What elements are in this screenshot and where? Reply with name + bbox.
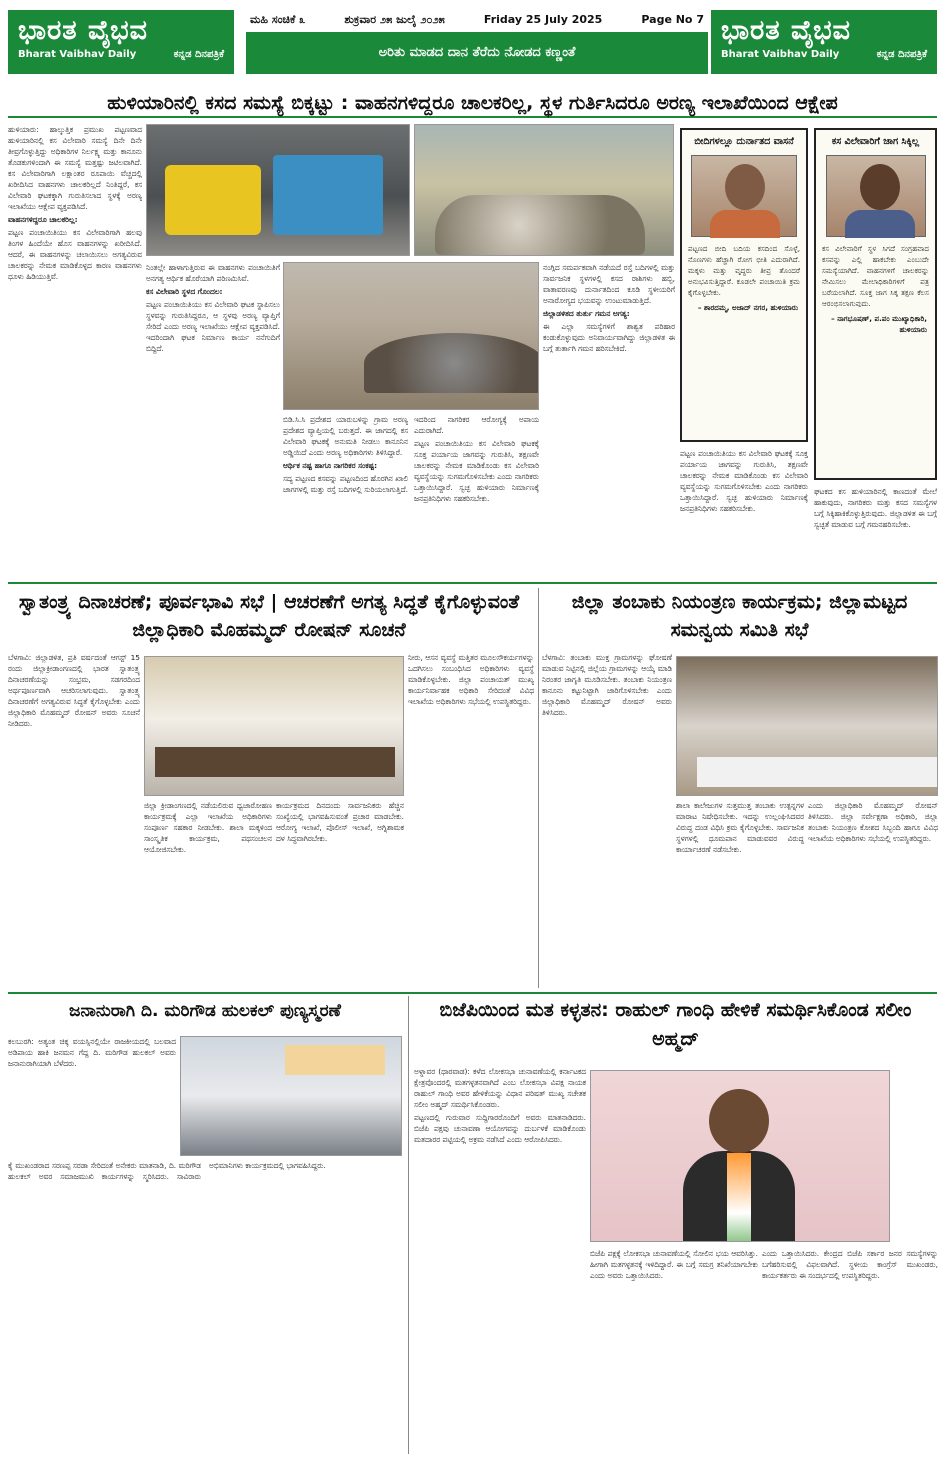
logo-left — [8, 10, 234, 74]
story3-column-2 — [676, 800, 804, 988]
story1-column-5 — [680, 448, 808, 580]
column-divider-1 — [538, 588, 539, 988]
story1-subhead-1: ವಾಹನಗಳಿದ್ದರೂ ಚಾಲಕರಿಲ್ಲ: — [8, 215, 78, 224]
story1-col4b-text: ಈ ಎಲ್ಲಾ ಸಮಸ್ಯೆಗಳಿಗೆ ಶಾಶ್ವತ ಪರಿಹಾರ ಕಂಡುಕೊಳ್ಳುವುದು ಅನಿವಾರ್ಯವಾಗಿದ್ದು ಜಿಲ್ಲಾಡಳಿತ ಈ ಬಗ್ಗೆ ತುರ್ತಾಗಿ ಗಮನ ಹರಿಸಬೇಕಿದೆ. — [543, 322, 675, 353]
story2-col3-text: ಕಾರ್ಯಕ್ರಮದ ದಿನದಂದು ಸಾರ್ವಜನಿಕರು ಹೆಚ್ಚಿನ ಸಂಖ್ಯೆಯಲ್ಲಿ ಭಾಗವಹಿಸುವಂತೆ ಪ್ರಚಾರ ಮಾಡಬೇಕು. ಆರೋಗ್ಯ ಇಲಾಖೆ, ಪೊಲೀಸ್ ಇಲಾಖೆ, ಅಗ್ನಿಶಾಮಕ ದಳ ಸಿದ್ಧವಾಗಿರಬೇಕು. — [276, 801, 404, 843]
quote-box-2-signature: – ನಾಗಭೂಷಣ್, ಪ.ಪಂ ಮುಖ್ಯಾಧಿಕಾರಿ, ಹುಳಿಯಾರು — [831, 314, 927, 334]
story5-col1b-text: ಪಟ್ಟಣದಲ್ಲಿ ಗುರುವಾರ ಸುದ್ದಿಗಾರರೊಂದಿಗೆ ಅವರು ಮಾತನಾಡಿದರು. ಬಿಜೆಪಿ ಪಕ್ಷವು ಚುನಾವಣಾ ಆಯೋಗವನ್ನು ದುರ್ಬಳಕೆ ಮಾಡಿಕೊಂಡು ಮತದಾರರ ಪಟ್ಟಿಯಲ್ಲಿ ಅಕ್ರಮ ನಡೆಸಿದೆ ಎಂದು ಆರೋಪಿಸಿದರು. — [414, 1113, 586, 1144]
independence-day-meeting-photo — [144, 656, 404, 796]
story1-right-continuation: ಘಟಕದ ಕಸ ಹುಳಿಯಾರಿನಲ್ಲಿ ಕಾಣದಂತೆ ಮೇಲೆ ಹಾಕುವುದು, ನಾಗರಿಕರು ಮತ್ತು ಕಸದ ಸಮಸ್ಯೆಗಳ ಬಗ್ಗೆ ಸಿಕ್ಕಿಹಾಕಿಕೊಳ್ಳುತ್ತಿರುವುದು. ಜಿಲ್ಲಾಡಳಿತ ಈ ಬಗ್ಗೆ ಸ್ವಚ್ಛತೆ ಮಾಡುವ ಬಗ್ಗೆ ಗಮನಹರಿಸಬೇಕು. — [814, 487, 937, 529]
story2-col4-text: ನೀರು, ಆಸನ ವ್ಯವಸ್ಥೆ ಮತ್ತಿತರ ಮೂಲಸೌಕರ್ಯಗಳನ್ನು ಒದಗಿಸಲು ಸಂಬಂಧಿಸಿದ ಅಧಿಕಾರಿಗಳು ವ್ಯವಸ್ಥೆ ಮಾಡಿಕೊಳ್ಳಬೇಕು. ಜಿಲ್ಲಾ ಪಂಚಾಯತ್ ಮುಖ್ಯ ಕಾರ್ಯನಿರ್ವಾಹಕ ಅಧಿಕಾರಿ ಸೇರಿದಂತೆ ವಿವಿಧ ಇಲಾಖೆಯ ಅಧಿಕಾರಿಗಳು ಸಭೆಯಲ್ಲಿ ಉಪಸ್ಥಿತರಿದ್ದರು. — [408, 653, 534, 706]
story1-col2b-text: ಪಟ್ಟಣ ಪಂಚಾಯಿತಿಯು ಕಸ ವಿಲೇವಾರಿ ಘಟಕ ಸ್ಥಾಪಿಸಲು ಸ್ಥಳವನ್ನು ಗುರುತಿಸಿದ್ದರೂ, ಆ ಸ್ಥಳವು ಅರಣ್ಯ ವ್ಯಾಪ್ತಿಗೆ ಸೇರಿದೆ ಎಂದು ಅರಣ್ಯ ಇಲಾಖೆಯು ಆಕ್ಷೇಪ ವ್ಯಕ್ತಪಡಿಸಿದೆ. ಇದರಿಂದಾಗಿ ಘಟಕ ನಿರ್ಮಾಣ ಕಾರ್ಯ ನನೆಗುದಿಗೆ ಬಿದ್ದಿದೆ. — [146, 300, 280, 353]
logo-right — [711, 10, 937, 74]
logo-sub-en-right: Bharat Vaibhav Daily — [721, 49, 840, 60]
logo-subtitle — [18, 48, 224, 62]
story5-col1-text: ಅಳ್ನಾವರ (ಧಾರವಾಡ): ಕಳೆದ ಲೋಕಸಭಾ ಚುನಾವಣೆಯಲ್ಲಿ ಕರ್ನಾಟಕದ ಕ್ಷೇತ್ರವೊಂದರಲ್ಲಿ ಮತಗಳ್ಳತನವಾಗಿದೆ ಎಂಬ ಲೋಕಸಭಾ ವಿಪಕ್ಷ ನಾಯಕ ರಾಹುಲ್ ಗಾಂಧಿ ಅವರ ಹೇಳಿಕೆಯನ್ನು ವಿಧಾನ ಪರಿಷತ್ ಮುಖ್ಯ ಸಚೇತಕ ಸಲೀಂ ಅಹ್ಮದ್ ಸಮರ್ಥಿಸಿಕೊಂಡರು. — [414, 1067, 586, 1109]
date-kannada: ಶುಕ್ರವಾರ ೨೫ ಜುಲೈ ೨೦೨೫ — [344, 13, 445, 26]
story5-column-1 — [414, 1066, 586, 1454]
story3-column-3 — [808, 800, 938, 988]
garbage-dump-photo — [414, 124, 674, 256]
date-strip — [246, 10, 708, 30]
masthead — [0, 0, 945, 84]
date-english: Friday 25 July 2025 — [483, 13, 603, 26]
logo-sub-kn-right: ಕನ್ನಡ ದಿನಪತ್ರಿಕೆ — [876, 49, 927, 60]
logo-sub-kn: ಕನ್ನಡ ದಿನಪತ್ರಿಕೆ — [173, 49, 224, 60]
party-scarf-shape — [727, 1153, 751, 1242]
story1-column-3 — [283, 414, 539, 580]
stage-banner-shape — [285, 1045, 385, 1075]
story1-subhead-2: ಕಸ ವಿಲೇವಾರಿ ಸ್ಥಳದ ಗೊಂದಲ: — [146, 287, 223, 296]
story5-column-3 — [762, 1248, 938, 1454]
logo-title: ಭಾರತ ವೈಭವ — [18, 15, 148, 46]
story2-col1-text: ಬೆಳಗಾವಿ: ಜಿಲ್ಲಾಡಳಿತ, ಪ್ರತಿ ವರ್ಷದಂತೆ ಆಗಸ್ಟ್ 15 ರಂದು ಜಿಲ್ಲಾಕ್ರೀಡಾಂಗಣದಲ್ಲಿ ಭಾರತ ಸ್ವಾತಂತ್ರ್ಯ ದಿನಾಚರಣೆಯನ್ನು ಸಂಭ್ರಮ, ಸಡಗರದಿಂದ ಅರ್ಥಪೂರ್ಣವಾಗಿ ಆಚರಿಸಲಾಗುವುದು. ಸ್ವಾತಂತ್ರ್ಯ ದಿನಾಚರಣೆಗೆ ಅಗತ್ಯವಿರುವ ಸಿದ್ಧತೆ ಕೈಗೊಳ್ಳಬೇಕು ಎಂದು ಜಿಲ್ಲಾಧಿಕಾರಿ ಮೊಹಮ್ಮದ್ ರೋಷನ್ ಅವರು ಸೂಚನೆ ನೀಡಿದರು. — [8, 653, 140, 728]
story5-col3-text: ಎಂದು ಒತ್ತಾಯಿಸಿದರು. ಕೇಂದ್ರದ ಬಿಜೆಪಿ ಸರ್ಕಾರ ಜನರ ಸಮಸ್ಯೆಗಳನ್ನು ಬಗೆಹರಿಸುವಲ್ಲಿ ವಿಫಲವಾಗಿದೆ. ಸ್ಥಳೀಯ ಕಾಂಗ್ರೆಸ್ ಮುಖಂಡರು, ಕಾರ್ಯಕರ್ತರು ಈ ಸಂದರ್ಭದಲ್ಲಿ ಉಪಸ್ಥಿತರಿದ್ದರು. — [762, 1249, 938, 1280]
story1-column-2 — [146, 262, 280, 580]
story1-col1b-text: ಪಟ್ಟಣ ಪಂಚಾಯಿತಿಯು ಕಸ ವಿಲೇವಾರಿಗಾಗಿ ಹಲವು ತಿಂಗಳ ಹಿಂದೆಯೇ ಹೊಸ ವಾಹನಗಳನ್ನು ಖರೀದಿಸಿದೆ. ಆದರೆ, ಈ ವಾಹನಗಳನ್ನು ಚಲಾಯಿಸಲು ಅಗತ್ಯವಿರುವ ಚಾಲಕರನ್ನು ನೇಮಕ ಮಾಡಿಕೊಳ್ಳದ ಕಾರಣ ವಾಹನಗಳು ಧೂಳು ಹಿಡಿಯುತ್ತಿವೆ. — [8, 228, 142, 281]
story5-column-2 — [590, 1248, 758, 1454]
salim-ahmed-photo — [590, 1070, 890, 1242]
street-garbage-photo — [283, 262, 539, 410]
story2-column-4 — [408, 652, 534, 988]
portrait-head-shape-2 — [860, 164, 900, 210]
logo-subtitle-right — [721, 48, 927, 62]
tobacco-meeting-photo — [676, 656, 938, 796]
story4-col1-text: ಕಲಬುರಗಿ: ಅತ್ಯಂತ ಚಿಕ್ಕ ವಯಸ್ಸಿನಲ್ಲಿಯೇ ರಾಜಕೀಯದಲ್ಲಿ ಬಲವಾದ ಅಡಿಪಾಯ ಹಾಕಿ ಜನಮನ ಗೆದ್ದ ದಿ. ಮರಿಗೌಡ ಹುಲಕಲ್ ಅವರು ಜನಾನುರಾಗಿಯಾಗಿ ಬೆಳೆದರು. — [8, 1037, 176, 1068]
story4-column-2 — [8, 1160, 402, 1454]
story2-column-1 — [8, 652, 140, 988]
story2-headline: ಸ್ವಾತಂತ್ರ್ಯ ದಿನಾಚರಣೆ; ಪೂರ್ವಭಾವಿ ಸಭೆ | ಆಚರಣೆಗೆ ಅಗತ್ಯ ಸಿದ್ಧತೆ ಕೈಗೊಳ್ಳುವಂತೆ ಜಿಲ್ಲಾಧಿಕಾರಿ ಮೊಹಮ್ಮದ್ ರೋಷನ್ ಸೂಚನೆ — [18, 591, 520, 641]
portrait-head-shape — [725, 164, 765, 210]
resident-portrait — [691, 155, 797, 237]
story2-column-2 — [144, 800, 272, 988]
story2-col2-text: ಜಿಲ್ಲಾ ಕ್ರೀಡಾಂಗಣದಲ್ಲಿ ನಡೆಯಲಿರುವ ಧ್ವಜಾರೋಹಣ ಕಾರ್ಯಕ್ರಮಕ್ಕೆ ಎಲ್ಲಾ ಇಲಾಖೆಯ ಅಧಿಕಾರಿಗಳು ಸಂಪೂರ್ಣ ಸಹಕಾರ ನೀಡಬೇಕು. ಶಾಲಾ ಮಕ್ಕಳಿಂದ ಸಾಂಸ್ಕೃತಿಕ ಕಾರ್ಯಕ್ರಮ, ಪಥಸಂಚಲನ ಆಯೋಜಿಸಬೇಕು. — [144, 801, 272, 854]
garbage-heap-shape — [435, 195, 645, 255]
logo-title-right: ಭಾರತ ವೈಭವ — [721, 15, 851, 46]
page-number: Page No 7 — [641, 13, 704, 26]
story5-headline: ಬಿಜೆಪಿಯಿಂದ ಮತ ಕಳ್ಳತನ: ರಾಹುಲ್ ಗಾಂಧಿ ಹೇಳಿಕೆ ಸಮರ್ಥಿಸಿಕೊಂಡ ಸಲೀಂ ಅಹ್ಮದ್ — [439, 999, 912, 1050]
story1-col3b-text: ಸದ್ಯ ಪಟ್ಟಣದ ಕಸವನ್ನು ಪಟ್ಟಣದಿಂದ ಹೊರಗಿನ ಖಾಲಿ ಜಾಗಗಳಲ್ಲಿ ಮತ್ತು ರಸ್ತೆ ಬದಿಗಳಲ್ಲಿ ಸುರಿಯಲಾಗುತ್ತಿದೆ. ಇದರಿಂದ ನಾಗರಿಕರ ಆರೋಗ್ಯಕ್ಕೆ ಅಪಾಯ ಎದುರಾಗಿದೆ. — [283, 415, 539, 494]
story1-subhead-3: ಆರ್ಥಿಕ ನಷ್ಟ ಹಾಗೂ ನಾಗರಿಕರ ಸಂಕಷ್ಟ: — [283, 461, 378, 470]
quote-box-official — [814, 128, 937, 480]
story1-column-1 — [8, 124, 142, 580]
blue-bin-shape — [273, 155, 383, 235]
logo-sub-en: Bharat Vaibhav Daily — [18, 49, 137, 60]
quote-box-1-signature: – ಶಾರದಮ್ಮ, ಅಜಾದ್ ನಗರ, ಹುಳಿಯಾರು — [697, 303, 798, 312]
story4-col2-text: ಕೈ ಮುಖಂಡರಾದ ಸರಣಪ್ಪ ಸರಡಾ ಸೇರಿದಂತೆ ಅನೇಕರು ಮಾತನಾಡಿ, ದಿ. ಮರಿಗೌಡ ಹುಲಕಲ್ ಅವರ ಸಮಾಜಮುಖಿ ಕಾರ್ಯಗಳನ್ನು ಸ್ಮರಿಸಿದರು. ಸಾವಿರಾರು ಅಭಿಮಾನಿಗಳು ಕಾರ್ಯಕ್ರಮದಲ್ಲಿ ಭಾಗವಹಿಸಿದ್ದರು. — [8, 1161, 326, 1181]
story1-bottom-repeat: ಪಟ್ಟಣ ಪಂಚಾಯಿತಿಯು ಕಸ ವಿಲೇವಾರಿ ಘಟಕಕ್ಕೆ ಸೂಕ್ತ ಪರ್ಯಾಯ ಜಾಗವನ್ನು ಗುರುತಿಸಿ, ತಕ್ಷಣವೇ ಚಾಲಕರನ್ನು ನೇಮಕ ಮಾಡಿಕೊಂಡು ಕಸ ವಿಲೇವಾರಿ ವ್ಯವಸ್ಥೆಯನ್ನು ಸುಗಮಗೊಳಿಸಬೇಕು ಎಂದು ನಾಗರಿಕರು ಒತ್ತಾಯಿಸಿದ್ದಾರೆ. ಸ್ವಚ್ಛ ಹುಳಿಯಾರು ನಿರ್ಮಾಣಕ್ಕೆ ಜನಪ್ರತಿನಿಧಿಗಳು ಸಹಕರಿಸಬೇಕು. — [680, 449, 808, 513]
quote-box-2-text: ಕಸ ವಿಲೇವಾರಿಗೆ ಸ್ಥಳ ಸಿಗದೆ ಸಂಗ್ರಹವಾದ ಕಸವನ್ನು ಎಲ್ಲಿ ಹಾಕಬೇಕು ಎಂಬುದೇ ಸಮಸ್ಯೆಯಾಗಿದೆ. ವಾಹನಗಳಿಗೆ ಚಾಲಕರನ್ನು ನೇಮಿಸಲು ಮೇಲಾಧಿಕಾರಿಗಳಿಗೆ ಪತ್ರ ಬರೆಯಲಾಗಿದೆ. ಸೂಕ್ತ ಜಾಗ ಸಿಕ್ಕ ತಕ್ಷಣ ಕೆಲಸ ಆರಂಭಿಸಲಾಗುವುದು. — [822, 244, 929, 308]
story1-col3-text: ಬಿಡಿ.ಸಿ.ಸಿ ಪ್ರದೇಶದ ಯಾರುಬಳಿನ್ನು ಗ್ರಾಮ ಅರಣ್ಯ ಪ್ರದೇಶದ ವ್ಯಾಪ್ತಿಯಲ್ಲಿ ಬರುತ್ತದೆ. ಈ ಜಾಗದಲ್ಲಿ ಕಸ ವಿಲೇವಾರಿ ಘಟಕಕ್ಕೆ ಅನುಮತಿ ನೀಡಲು ಕಾನೂನಿನ ಅಡ್ಡಿಯಿದೆ ಎಂದು ಅರಣ್ಯ ಅಧಿಕಾರಿಗಳು ತಿಳಿಸಿದ್ದಾರೆ. — [283, 415, 408, 457]
story1-col2-text: ನಿಂತಲ್ಲೇ ಹಾಳಾಗುತ್ತಿರುವ ಈ ವಾಹನಗಳು ಪಂಚಾಯಿತಿಗೆ ಅನಗತ್ಯ ಆರ್ಥಿಕ ಹೊರೆಯಾಗಿ ಪರಿಣಮಿಸಿವೆ. — [146, 263, 280, 283]
story3-col3-text: ಎಂದು ಜಿಲ್ಲಾಧಿಕಾರಿ ಮೊಹಮ್ಮದ್ ರೋಷನ್ ತಿಳಿಸಿದರು. ಜಿಲ್ಲಾ ಸರ್ವೇಕ್ಷಣಾ ಅಧಿಕಾರಿ, ಜಿಲ್ಲಾ ತಂಬಾಕು ನಿಯಂತ್ರಣ ಕೋಶದ ಸಿಬ್ಬಂದಿ ಹಾಗೂ ವಿವಿಧ ಇಲಾಖೆಯ ಅಧಿಕಾರಿಗಳು ಸಭೆಯಲ್ಲಿ ಉಪಸ್ಥಿತರಿದ್ದರು. — [808, 801, 938, 843]
section-divider-1 — [8, 582, 937, 584]
story3-col2-text: ಶಾಲಾ ಕಾಲೇಜುಗಳ ಸುತ್ತಮುತ್ತ ತಂಬಾಕು ಉತ್ಪನ್ನಗಳ ಮಾರಾಟ ನಿಷೇಧಿಸಬೇಕು. ಇದನ್ನು ಉಲ್ಲಂಘಿಸಿದವರ ವಿರುದ್ಧ ದಂಡ ವಿಧಿಸಿ ಕ್ರಮ ಕೈಗೊಳ್ಳಬೇಕು. ಸಾರ್ವಜನಿಕ ಸ್ಥಳಗಳಲ್ಲಿ ಧೂಮಪಾನ ಮಾಡುವವರ ವಿರುದ್ಧ ಕಾರ್ಯಾಚರಣೆ ನಡೆಸಬೇಕು. — [676, 801, 804, 854]
story1-col1-text: ಹುಳಿಯಾರು: ಹಾಲ್ಕುತ್ತಿಕ ಪ್ರಮುಖ ಪಟ್ಟಣವಾದ ಹುಳಿಯಾರಿನಲ್ಲಿ ಕಸ ವಿಲೇವಾರಿ ಸಮಸ್ಯೆ ದಿನೇ ದಿನೇ ತೀವ್ರಗೊಳ್ಳುತ್ತಿದ್ದು ಅಧಿಕಾರಿಗಳ ನಿರ್ಲಕ್ಷ್ಯ ಮತ್ತು ಕಾನೂನು ತೊಡಕುಗಳಿಂದಾಗಿ ಈ ಸಮಸ್ಯೆ ಮತ್ತಷ್ಟು ಜಟಿಲವಾಗಿದೆ. ಕಸ ವಿಲೇವಾರಿಗಾಗಿ ಲಕ್ಷಾಂತರ ರೂಪಾಯಿ ವೆಚ್ಚದಲ್ಲಿ ಖರೀದಿಸಿದ ವಾಹನಗಳು ಚಾಲಕರಿಲ್ಲದೆ ನಿಂತಿದ್ದರೆ, ಕಸ ವಿಲೇವಾರಿ ಘಟಕಕ್ಕಾಗಿ ಗುರುತಿಸಲಾದ ಸ್ಥಳಕ್ಕೆ ಅರಣ್ಯ ಇಲಾಖೆಯು ಆಕ್ಷೇಪ ವ್ಯಕ್ತಪಡಿಸಿದೆ. — [8, 125, 142, 211]
story3-headline: ಜಿಲ್ಲಾ ತಂಬಾಕು ನಿಯಂತ್ರಣ ಕಾರ್ಯಕ್ರಮ; ಜಿಲ್ಲಾಮಟ್ಟದ ಸಮನ್ವಯ ಸಮಿತಿ ಸಭೆ — [571, 591, 908, 641]
section-divider-2 — [8, 992, 937, 994]
street-heap-shape — [364, 333, 539, 393]
story1-subhead-4: ಜಿಲ್ಲಾಡಳಿತದ ತುರ್ತು ಗಮನ ಅಗತ್ಯ: — [543, 309, 630, 318]
portrait-body-shape-2 — [845, 210, 915, 238]
quote-box-resident — [680, 128, 808, 442]
story3-column-1 — [542, 652, 672, 988]
leader-head-shape — [709, 1089, 769, 1153]
story2-column-3 — [276, 800, 404, 988]
yellow-truck-shape — [165, 165, 261, 235]
story3-col1-text: ಬೆಳಗಾವಿ: ತಂಬಾಕು ಮುಕ್ತ ಗ್ರಾಮಗಳನ್ನು ಘೋಷಣೆ ಮಾಡುವ ನಿಟ್ಟಿನಲ್ಲಿ ಜಿಲ್ಲೆಯ ಗ್ರಾಮಗಳನ್ನು ಆಯ್ಕೆ ಮಾಡಿ ನಿರಂತರ ಜಾಗೃತಿ ಮೂಡಿಸಬೇಕು. ತಂಬಾಕು ನಿಯಂತ್ರಣ ಕಾನೂನು ಕಟ್ಟುನಿಟ್ಟಾಗಿ ಜಾರಿಗೊಳಿಸಬೇಕು ಎಂದು ಜಿಲ್ಲಾಧಿಕಾರಿ ಮೊಹಮ್ಮದ್ ರೋಷನ್ ಅವರು ತಿಳಿಸಿದರು. — [542, 653, 672, 717]
story1-col4-text: ನಂಗ್ಗಿದ ಸಮರ್ಪಕವಾಗಿ ನಡೆಯದೆ ರಸ್ತೆ ಬದಿಗಳಲ್ಲಿ ಮತ್ತು ಸಾರ್ವಜನಿಕ ಸ್ಥಳಗಳಲ್ಲಿ ಕಸದ ರಾಶಿಗಳು ಹಬ್ಬಿ, ವಾತಾವರಣವು ದುರ್ನಾತದಿಂದ ಕೂಡಿ ಸ್ಥಳೀಯರಿಗೆ ಅನಾರೋಗ್ಯದ ಭಯವನ್ನು ಉಂಟುಮಾಡುತ್ತಿದೆ. — [543, 263, 675, 305]
story5-col2-text: ಬಿಜೆಪಿ ಪಕ್ಷಕ್ಕೆ ಲೋಕಸಭಾ ಚುನಾವಣೆಯಲ್ಲಿ ಸೋಲಿನ ಭಯ ಆವರಿಸಿತ್ತು. ಹೀಗಾಗಿ ಮತಗಳ್ಳತನಕ್ಕೆ ಇಳಿದಿದ್ದಾರೆ. ಈ ಬಗ್ಗೆ ಸಮಗ್ರ ತನಿಖೆಯಾಗಬೇಕು ಎಂದು ಅವರು ಒತ್ತಾಯಿಸಿದರು. — [590, 1249, 758, 1280]
meeting-table-shape-2 — [697, 757, 937, 787]
tagline: ಅರಿತು ಮಾಡದ ದಾನ ತೆರೆದು ನೋಡದ ಕಣ್ಣಂತೆ — [246, 32, 708, 74]
story4-headline: ಜನಾನುರಾಗಿ ದಿ. ಮರಿಗೌಡ ಹುಲಕಲ್ ಪುಣ್ಯಸ್ಮರಣೆ — [69, 1001, 341, 1021]
story1-headline: ಹುಳಿಯಾರಿನಲ್ಲಿ ಕಸದ ಸಮಸ್ಯೆ ಬಿಕ್ಕಟ್ಟು : ವಾಹನಗಳಿದ್ದರೂ ಚಾಲಕರಿಲ್ಲ, ಸ್ಥಳ ಗುರ್ತಿಸಿದರೂ ಅರಣ್ಯ ಇಲಾಖೆಯಿಂದ ಆಕ್ಷೇಪ — [8, 88, 937, 118]
quote-box-1-title: ಬೀದಿಗಳಲ್ಲೂ ದುರ್ನಾತದ ವಾಸನೆ — [694, 136, 794, 147]
memorial-stage-photo — [180, 1036, 402, 1156]
meeting-table-shape — [155, 747, 395, 777]
story4-column-1 — [8, 1036, 176, 1156]
issue-number: ಮಹಿ ಸಂಚಿಕೆ ೩ — [250, 13, 306, 26]
quote-box-2-title: ಕಸ ವಿಲೇವಾರಿಗೆ ಜಾಗ ಸಿಕ್ಕಿಲ್ಲ — [831, 136, 920, 147]
story1-column-6 — [814, 486, 937, 580]
quote-box-1-text: ಪಟ್ಟಣದ ಬೀದಿ ಬದಿಯ ಕಸದಿಂದ ಸೊಳ್ಳೆ, ನೊಣಗಳು ಹೆಚ್ಚಾಗಿ ರೋಗ ಭೀತಿ ಎದುರಾಗಿದೆ. ಮಕ್ಕಳು ಮತ್ತು ವೃದ್ಧರು ತೀವ್ರ ತೊಂದರೆ ಅನುಭವಿಸುತ್ತಿದ್ದಾರೆ. ಕೂಡಲೇ ಪಂಚಾಯಿತಿ ಕ್ರಮ ಕೈಗೊಳ್ಳಬೇಕು. — [688, 244, 800, 297]
garbage-vehicles-photo — [146, 124, 410, 256]
story1-bottom-text: ಪಟ್ಟಣ ಪಂಚಾಯಿತಿಯು ಕಸ ವಿಲೇವಾರಿ ಘಟಕಕ್ಕೆ ಸೂಕ್ತ ಪರ್ಯಾಯ ಜಾಗವನ್ನು ಗುರುತಿಸಿ, ತಕ್ಷಣವೇ ಚಾಲಕರನ್ನು ನೇಮಕ ಮಾಡಿಕೊಂಡು ಕಸ ವಿಲೇವಾರಿ ವ್ಯವಸ್ಥೆಯನ್ನು ಸುಗಮಗೊಳಿಸಬೇಕು ಎಂದು ನಾಗರಿಕರು ಒತ್ತಾಯಿಸಿದ್ದಾರೆ. ಸ್ವಚ್ಛ ಹುಳಿಯಾರು ನಿರ್ಮಾಣಕ್ಕೆ ಜನಪ್ರತಿನಿಧಿಗಳು ಸಹಕರಿಸಬೇಕು. — [414, 439, 539, 503]
portrait-body-shape — [710, 210, 780, 238]
official-portrait — [826, 155, 926, 237]
column-divider-2 — [408, 996, 409, 1454]
story1-column-4 — [543, 262, 675, 580]
